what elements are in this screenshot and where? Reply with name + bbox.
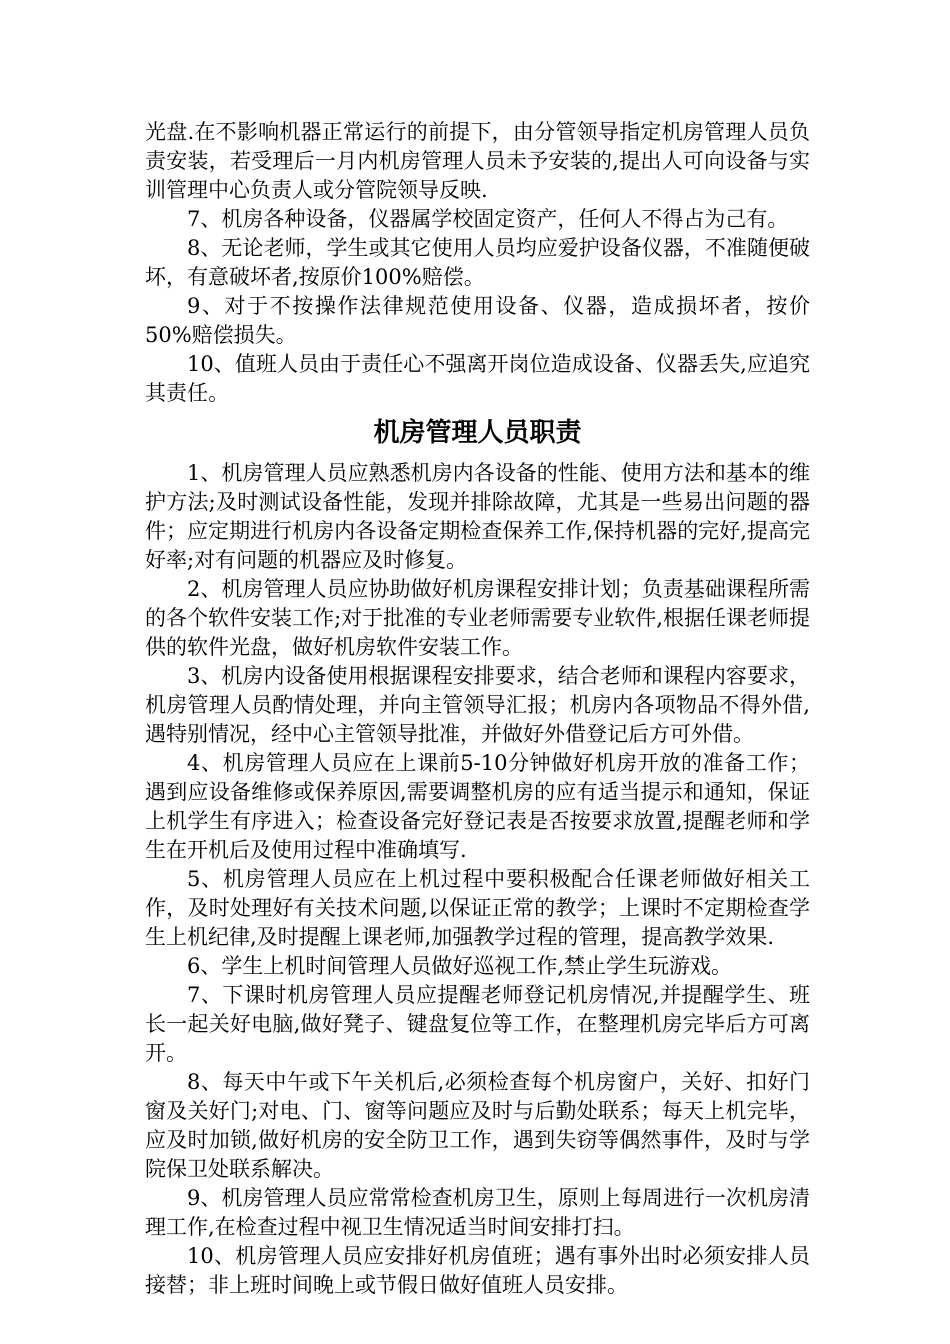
- rules-continued-paragraph-10: 10、值班人员由于责任心不强离开岗位造成设备、仪器丢失,应追究其责任。: [145, 352, 810, 405]
- rules-continued-paragraph-9: 9、对于不按操作法律规范使用设备、仪器，造成损坏者，按价50%赔偿损失。: [145, 294, 810, 347]
- duty-item-7: 7、下课时机房管理人员应提醒老师登记机房情况,并提醒学生、班长一起关好电脑,做好凳子、键盘复位等工作，在整理机房完毕后方可离开。: [145, 983, 810, 1065]
- duty-item-9: 9、机房管理人员应常常检查机房卫生，原则上每周进行一次机房清理工作,在检查过程中视卫生情况适当时间安排打扫。: [145, 1186, 810, 1239]
- document-page: [145, 118, 810, 1300]
- rules-continued-paragraph-7: 7、机房各种设备，仪器属学校固定资产，任何人不得占为己有。: [187, 207, 789, 231]
- rules-continued-paragraph-8: 8、无论老师，学生或其它使用人员均应爱护设备仪器，不准随便破坏，有意破坏者,按原价100%赔偿。: [145, 236, 810, 289]
- section-title: 机房管理人员职责: [373, 418, 582, 448]
- rules-continued-paragraph-1: 光盘.在不影响机器正常运行的前提下，由分管领导指定机房管理人员负责安装，若受理后一月内机房管理人员未予安装的,提出人可向设备与实训管理中心负责人或分管院领导反映.: [145, 120, 810, 202]
- duty-item-10: 10、机房管理人员应安排好机房值班；遇有事外出时必须安排人员接替；非上班时间晚上或节假日做好值班人员安排。: [145, 1244, 810, 1297]
- duty-item-1: 1、机房管理人员应熟悉机房内各设备的性能、使用方法和基本的维护方法;及时测试设备性能，发现并排除故障，尤其是一些易出问题的器件；应定期进行机房内各设备定期检查保养工作,保持机器的完好,提高完好率;对有问题的机器应及时修复。: [145, 461, 810, 572]
- duty-item-6: 6、学生上机时间管理人员做好巡视工作,禁止学生玩游戏。: [187, 954, 733, 978]
- duty-item-4: 4、机房管理人员应在上课前5-10分钟做好机房开放的准备工作；遇到应设备维修或保养原因,需要调整机房的应有适当提示和通知，保证上机学生有序进入；检查设备完好登记表是否按要求放置,提醒老师和学生在开机后及使用过程中准确填写.: [145, 751, 810, 862]
- duty-item-5: 5、机房管理人员应在上机过程中要积极配合任课老师做好相关工作，及时处理好有关技术问题,以保证正常的教学；上课时不定期检查学生上机纪律,及时提醒上课老师,加强教学过程的管理，提高教学效果.: [145, 867, 810, 949]
- duty-item-3: 3、机房内设备使用根据课程安排要求，结合老师和课程内容要求，机房管理人员酌情处理，并向主管领导汇报；机房内各项物品不得外借,遇特别情况，经中心主管领导批准，并做好外借登记后方可外借。: [145, 664, 810, 746]
- duty-item-8: 8、每天中午或下午关机后,必须检查每个机房窗户，关好、扣好门窗及关好门;对电、门、窗等问题应及时与后勤处联系；每天上机完毕，应及时加锁,做好机房的安全防卫工作，遇到失窃等偶然事件，及时与学院保卫处联系解决。: [145, 1070, 810, 1181]
- duty-item-2: 2、机房管理人员应协助做好机房课程安排计划；负责基础课程所需的各个软件安装工作;对于批准的专业老师需要专业软件,根据任课老师提供的软件光盘，做好机房软件安装工作。: [145, 577, 810, 659]
